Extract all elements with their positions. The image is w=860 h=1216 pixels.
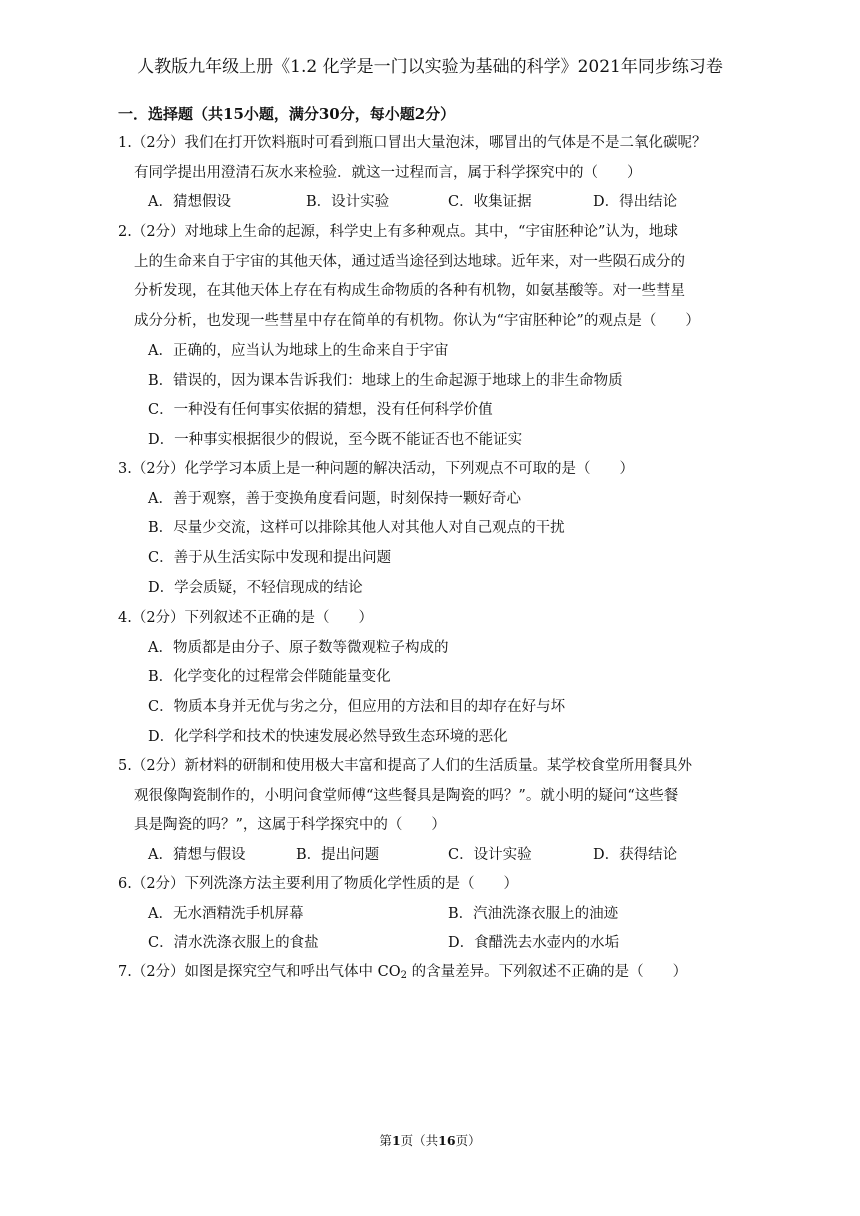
question-4-stem: 4.（2分）下列叙述不正确的是（ ）: [118, 610, 374, 626]
option-d: D．获得结论: [593, 847, 678, 864]
option-d: D．食醋洗去水壶内的水垢: [448, 935, 620, 952]
option-d: D．一种事实根据很少的假说，至今既不能证否也不能证实: [148, 431, 523, 448]
question-7-stem: [118, 958, 748, 991]
question-5-stem-line-3: 具是陶瓷的吗？”，这属于科学探究中的（ ）: [134, 817, 446, 834]
co2-subscript: 2: [400, 970, 408, 981]
option-d: D．得出结论: [593, 194, 678, 211]
question-6: [118, 870, 748, 959]
option-b: B．汽油洗涤衣服上的油迹: [448, 905, 619, 922]
option-a: A．猜想与假设: [148, 847, 246, 864]
question-7-stem-before: 7.（2分）如图是探究空气和呼出气体中 CO: [118, 964, 401, 980]
option-b: B．尽量少交流，这样可以排除其他人对其他人对自己观点的干扰: [148, 520, 565, 537]
question-2: [118, 218, 748, 456]
document-title: 人教版九年级上册《1.2 化学是一门以实验为基础的科学》2021年同步练习卷: [137, 57, 723, 77]
question-7-stem-after: 的含量差异。下列叙述不正确的是（ ）: [407, 964, 688, 980]
option-b: B．化学变化的过程常会伴随能量变化: [148, 669, 391, 686]
question-5-stem-line-1: 5.（2分）新材料的研制和使用极大丰富和提高了人们的生活质量。某学校食堂所用餐具外: [118, 758, 693, 774]
option-c: C．收集证据: [448, 194, 532, 211]
question-1-stem-line-1: 1.（2分）我们在打开饮料瓶时可看到瓶口冒出大量泡沫，哪冒出的气体是不是二氧化碳呢？: [118, 135, 707, 151]
total-pages-number: 16: [438, 1133, 456, 1148]
footer-middle: 页（共: [400, 1133, 439, 1148]
option-c: C．物质本身并无优与劣之分，但应用的方法和目的却存在好与坏: [148, 699, 566, 716]
question-6-options-row-1: [118, 900, 748, 930]
footer-prefix: 第: [379, 1133, 392, 1148]
option-c: C．清水洗涤衣服上的食盐: [148, 935, 319, 952]
question-5-options: [118, 841, 748, 871]
question-2-stem-line-2: 上的生命来自于宇宙的其他天体，通过适当途径到达地球。近年来，对一些陨石成分的: [134, 253, 685, 270]
question-7: [118, 958, 748, 991]
option-b: B．错误的，因为课本告诉我们：地球上的生命起源于地球上的非生命物质: [148, 372, 623, 389]
current-page-number: 1: [391, 1133, 401, 1148]
footer-suffix: 页）: [455, 1133, 481, 1148]
question-2-stem-line-3: 分析发现，在其他天体上存在有构成生命物质的各种有机物，如氨基酸等。对一些彗星: [134, 283, 685, 300]
option-d: D．学会质疑，不轻信现成的结论: [148, 579, 363, 596]
question-5-stem-line-2: 观很像陶瓷制作的，小明问食堂师傅“这些餐具是陶瓷的吗？”。就小明的疑问“这些餐: [134, 787, 679, 804]
question-6-options-row-2: [118, 929, 748, 959]
question-1-stem-line-2: 有同学提出用澄清石灰水来检验．就这一过程而言，属于科学探究中的（ ）: [134, 164, 642, 181]
question-4: [118, 604, 748, 753]
question-5: [118, 752, 748, 871]
question-3-stem: 3.（2分）化学学习本质上是一种问题的解决活动，下列观点不可取的是（ ）: [118, 461, 635, 477]
option-a: A．无水酒精洗手机屏幕: [148, 905, 304, 922]
option-a: A．正确的，应当认为地球上的生命来自于宇宙: [148, 342, 449, 359]
option-a: A．猜想假设: [148, 194, 231, 211]
option-c: C．设计实验: [448, 847, 532, 864]
option-c: C．一种没有任何事实依据的猜想，没有任何科学价值: [148, 402, 493, 419]
option-d: D．化学科学和技术的快速发展必然导致生态环境的恶化: [148, 728, 508, 745]
section-heading: 一．选择题（共15小题，满分30分，每小题2分）: [118, 105, 456, 123]
page-footer: [0, 1131, 860, 1149]
question-1: [118, 129, 748, 218]
option-b: B．设计实验: [306, 194, 390, 211]
option-c: C．善于从生活实际中发现和提出问题: [148, 550, 392, 567]
question-6-stem: 6.（2分）下列洗涤方法主要利用了物质化学性质的是（ ）: [118, 876, 519, 892]
question-2-stem-line-4: 成分分析，也发现一些彗星中存在简单的有机物。你认为“宇宙胚种论”的观点是（ ）: [134, 313, 700, 330]
question-2-stem-line-1: 2.（2分）对地球上生命的起源，科学史上有多种观点。其中，“宇宙胚种论”认为，地球: [118, 224, 678, 240]
question-1-options: [118, 188, 748, 218]
option-a: A．物质都是由分子、原子数等微观粒子构成的: [148, 639, 449, 656]
question-3: [118, 455, 748, 604]
option-b: B．提出问题: [296, 847, 380, 864]
option-a: A．善于观察，善于变换角度看问题，时刻保持一颗好奇心: [148, 490, 521, 507]
